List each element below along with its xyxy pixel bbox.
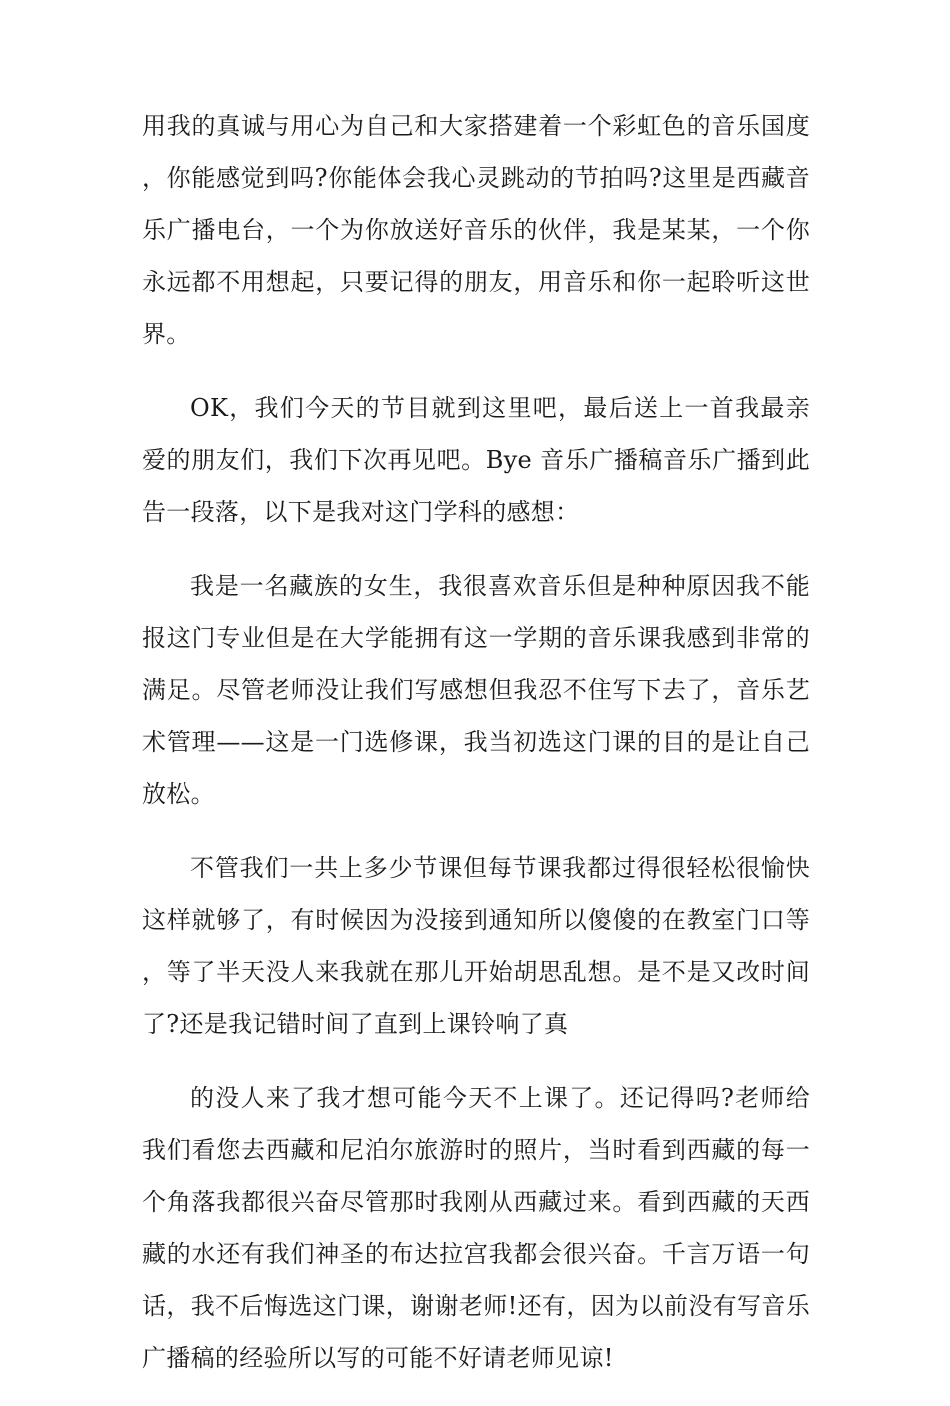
paragraph-1: 用我的真诚与用心为自己和大家搭建着一个彩虹色的音乐国度，你能感觉到吗?你能体会我心灵跳动的节拍吗?这里是西藏音乐广播电台，一个为你放送好音乐的伙伴，我是某某，一个你永远都不用想起，只要记得的朋友，用音乐和你一起聆听这世界。 — [142, 112, 810, 348]
paragraph-2: OK，我们今天的节目就到这里吧，最后送上一首我最亲爱的朋友们，我们下次再见吧。Bye 音乐广播稿音乐广播到此告一段落，以下是我对这门学科的感想： — [142, 394, 810, 526]
paragraph-3: 我是一名藏族的女生，我很喜欢音乐但是种种原因我不能报这门专业但是在大学能拥有这一学期的音乐课我感到非常的满足。尽管老师没让我们写感想但我忍不住写下去了，音乐艺术管理——这是一门选修课，我当初选这门课的目的是让自己放松。 — [142, 572, 810, 808]
paragraph-5: 的没人来了我才想可能今天不上课了。还记得吗?老师给我们看您去西藏和尼泊尔旅游时的照片，当时看到西藏的每一个角落我都很兴奋尽管那时我刚从西藏过来。看到西藏的天西藏的水还有我们神圣的布达拉宫我都会很兴奋。千言万语一句话，我不后悔选这门课，谢谢老师!还有，因为以前没有写音乐广播稿的经验所以写的可能不好请老师见谅! — [142, 1084, 810, 1372]
paragraph-4: 不管我们一共上多少节课但每节课我都过得很轻松很愉快这样就够了，有时候因为没接到通知所以傻傻的在教室门口等，等了半天没人来我就在那儿开始胡思乱想。是不是又改时间了?还是我记错时间了直到上课铃响了真 — [142, 854, 810, 1038]
text-column — [142, 100, 810, 1406]
